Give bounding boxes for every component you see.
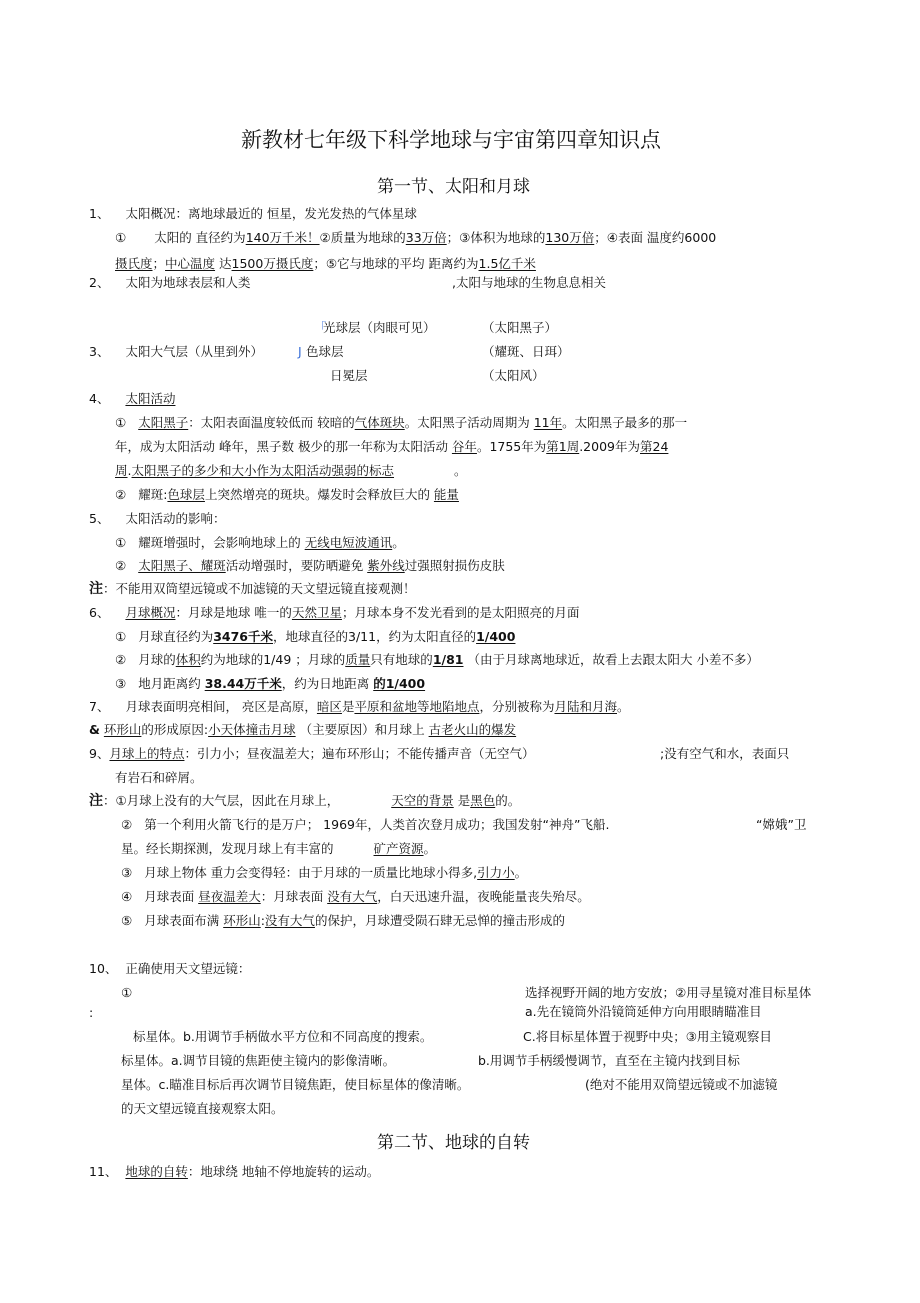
- circle-num: ②: [115, 652, 127, 667]
- item-10-line-3-tail: C.将目标星体置于视野中央；③用主镜观察目: [523, 1029, 772, 1044]
- key-term: 气体斑块: [354, 415, 405, 430]
- layer-chromosphere: 色球层: [306, 344, 344, 359]
- text: 年，成为太阳活动 峰年，黑子数 极少的那一年称为太阳活动: [115, 439, 452, 454]
- key-term: 地球的自转: [125, 1164, 188, 1179]
- circle-num: ①: [115, 535, 127, 550]
- circle-num: ③: [115, 676, 127, 691]
- key-term: 天然卫星: [291, 605, 342, 620]
- key-term: 质量: [345, 652, 371, 667]
- text: 太阳概况：离地球最近的 恒星，发光发热的气体星球: [125, 206, 417, 221]
- layer-corona: 日冕层: [330, 368, 368, 383]
- item-6-c: [115, 676, 425, 692]
- item-number: 9、: [89, 746, 110, 761]
- item-9-tail: ;没有空气和水，表面只: [660, 746, 790, 761]
- item-9: [89, 746, 534, 762]
- key-value: 3476千米: [213, 629, 274, 644]
- circle-num: ②: [121, 817, 133, 832]
- circle-num: ②: [115, 487, 127, 502]
- key-value: 的1/400: [373, 676, 426, 691]
- item-10: [89, 961, 250, 977]
- item-6-a: [115, 629, 515, 645]
- item-number: 4、: [89, 391, 110, 406]
- circle-num: ①: [115, 415, 127, 430]
- item-4: [89, 391, 175, 407]
- note-2-b-tail: “嫦娥”卫: [756, 817, 807, 832]
- key-term: 月球概况: [125, 605, 176, 620]
- key-term: 黑色: [470, 793, 496, 808]
- key-term: 平原和盆地等地陷地点: [354, 699, 480, 714]
- item-number: 2、: [89, 275, 110, 290]
- circle-num: ①: [115, 629, 127, 644]
- item-11: [89, 1164, 379, 1180]
- text: ：不能用双筒望远镜或不加滤镜的天文望远镜直接观测！: [103, 581, 416, 596]
- key-term: 11年: [533, 415, 563, 430]
- key-value: 中心温度: [165, 256, 216, 271]
- text: 月球表面: [144, 889, 199, 904]
- item-number: 1、: [89, 206, 110, 221]
- circle-num: ④: [121, 889, 133, 904]
- item-10-line-4-tail: b.用调节手柄缓慢调节，直至在主镜内找到目标: [478, 1053, 740, 1068]
- text: 耀斑:: [138, 487, 168, 502]
- key-term: 没有大气: [264, 913, 315, 928]
- text: 太阳为地球表层和人类: [125, 275, 251, 290]
- item-5-a: [115, 535, 405, 551]
- text: 是: [341, 699, 355, 714]
- item-5-b: [115, 558, 505, 574]
- text: .: [127, 463, 132, 478]
- text: 地月距离约: [138, 676, 205, 691]
- note-2-b: [121, 817, 609, 833]
- text: 耀斑增强时，会影响地球上的: [138, 535, 305, 550]
- text: 只有地球的: [370, 652, 433, 667]
- key-term: 太阳黑子: [138, 415, 189, 430]
- text: 月球表面明亮相间， 亮区是高原，: [125, 699, 317, 714]
- item-10-line-6: 的天文望远镜直接观察太阳。: [121, 1101, 284, 1116]
- text: 太阳活动: [125, 391, 176, 406]
- key-value: 38.44万千米: [204, 676, 282, 691]
- circle-num: ①: [115, 230, 127, 245]
- key-term: 天空的背景: [391, 793, 454, 808]
- circle-num: ②: [115, 558, 127, 573]
- text: ，分别被称为: [479, 699, 555, 714]
- key-term: 第1周: [546, 439, 580, 454]
- text: 是: [453, 793, 471, 808]
- text: 太阳的 直径约为: [154, 230, 246, 245]
- phenomenon-2: （耀斑、日珥）: [482, 344, 570, 359]
- item-1: [89, 206, 417, 222]
- text: （主要原因）和月球上: [295, 722, 429, 737]
- item-number: 11、: [89, 1164, 118, 1179]
- note-2-c: [121, 865, 527, 881]
- text: ：①月球上没有的大气层，因此在月球上，: [103, 793, 340, 808]
- text: 。: [392, 535, 405, 550]
- key-term: 第24: [640, 439, 669, 454]
- item-4-sunspots-2: [115, 439, 668, 455]
- text: ；: [152, 256, 166, 271]
- text: .2009年为: [579, 439, 640, 454]
- key-value: 摄氏度: [115, 256, 153, 271]
- item-number: 3、: [89, 344, 110, 359]
- item-10-step-a: a.先在镜筒外沿镜筒延伸方向用眼睛瞄准目: [525, 1004, 762, 1019]
- key-term: 矿产资源: [373, 841, 424, 856]
- item-2: [89, 275, 250, 291]
- item-10-line-5: 星体。c.瞄准目标后再次调节目镜焦距，使目标星体的像清晰。: [121, 1077, 470, 1092]
- text: 太阳活动的影响：: [125, 511, 226, 526]
- item-number: 6、: [89, 605, 110, 620]
- text: 月球表面布满: [144, 913, 224, 928]
- item-10-line-4: 标星体。a.调节目镜的焦距使主镜内的影像清晰。: [121, 1053, 396, 1068]
- text: 。: [454, 463, 467, 478]
- item-1-detail: [115, 230, 716, 246]
- key-term: 没有大气: [327, 889, 378, 904]
- text: 。1755年为: [476, 439, 547, 454]
- layer-photosphere: 光球层（肉眼可见）: [323, 320, 436, 335]
- key-value: 1500万摄氏度: [231, 256, 314, 271]
- text: 。: [617, 699, 630, 714]
- text: 月球上物体 重力会变得轻：由于月球的一质量比地球小得多,: [144, 865, 478, 880]
- text: 活动增强时，要防晒避免: [225, 558, 368, 573]
- text: 的。: [495, 793, 521, 808]
- note-2-e: [121, 913, 565, 929]
- key-value: 1.5亿千米: [478, 256, 536, 271]
- item-10-colon: :: [89, 1005, 94, 1020]
- text: ；⑤它与地球的平均 距离约为: [313, 256, 479, 271]
- key-term: 太阳黑子的多少和大小作为太阳活动强弱的标志: [131, 463, 395, 478]
- item-number: 10、: [89, 961, 118, 976]
- text: 月球的: [138, 652, 176, 667]
- text: 。: [423, 841, 437, 856]
- text: 的形成原因:: [141, 722, 209, 737]
- key-term: 紫外线: [367, 558, 405, 573]
- phenomenon-1: （太阳黑子）: [482, 320, 558, 335]
- item-10-circle: ①: [121, 985, 133, 1000]
- key-value: 1/400: [476, 629, 516, 644]
- text: ②质量为地球的: [319, 230, 406, 245]
- section-heading-2: 第二节、地球的自转: [377, 1133, 530, 1153]
- text: 上突然增亮的斑块。爆发时会释放巨大的: [204, 487, 434, 502]
- text: ，地球直径的3/11，约为太阳直径的: [273, 629, 477, 644]
- brace-top: 「: [314, 320, 327, 335]
- text: ，白天迅速升温，夜晚能量丧失殆尽。: [377, 889, 590, 904]
- circle-num: ⑤: [121, 913, 133, 928]
- note-label: 注: [89, 793, 103, 809]
- key-term: 无线电短波通讯: [304, 535, 393, 550]
- key-term: 暗区: [316, 699, 342, 714]
- text: ：引力小；昼夜温差大；遍布环形山；不能传播声音（无空气）: [184, 746, 535, 761]
- phenomenon-3: （太阳风）: [482, 368, 545, 383]
- key-term: 周: [115, 463, 128, 478]
- key-term: 体积: [175, 652, 201, 667]
- text: ：月球表面: [260, 889, 328, 904]
- key-value: 140万千米！: [245, 230, 320, 245]
- brace-middle: J: [298, 344, 302, 359]
- item-6: [89, 605, 579, 621]
- key-term: 环形山: [223, 913, 261, 928]
- item-10-line-3: 标星体。b.用调节手柄做水平方位和不同高度的搜索。: [133, 1029, 433, 1044]
- text: ：月球是地球 唯一的: [175, 605, 292, 620]
- key-term: 能量: [433, 487, 459, 502]
- item-10-line-5-tail: (绝对不能用双筒望远镜或不加滤镜: [585, 1077, 778, 1092]
- key-term: 月球上的特点: [109, 746, 185, 761]
- note-2: [89, 793, 520, 809]
- item-3: [89, 344, 263, 360]
- item-number: &: [89, 722, 100, 737]
- item-10-step-1: 选择视野开阔的地方安放；②用寻星镜对准目标星体: [525, 985, 812, 1000]
- text: 约为地球的1/49 ；月球的: [200, 652, 346, 667]
- text: ：太阳表面温度较低而 较暗的: [188, 415, 355, 430]
- text: ，约为日地距离: [281, 676, 374, 691]
- item-4-sunspots: [115, 415, 687, 431]
- note-1: [89, 581, 416, 597]
- item-8: [89, 722, 516, 738]
- key-value: 130万倍: [545, 230, 595, 245]
- key-term: 小天体撞击月球: [208, 722, 296, 737]
- key-term: 古老火山的爆发: [428, 722, 517, 737]
- item-2-tail: ,太阳与地球的生物息息相关: [452, 275, 606, 290]
- item-5: [89, 511, 225, 527]
- text: 月球直径约为: [138, 629, 214, 644]
- text: 正确使用天文望远镜：: [125, 961, 251, 976]
- text: ；月球本身不发光看到的是太阳照亮的月面: [341, 605, 580, 620]
- key-term: 月陆和月海: [554, 699, 617, 714]
- key-value: 1/81: [432, 652, 464, 667]
- text: 的保护，月球遭受陨石肆无忌惮的撞击形成的: [314, 913, 565, 928]
- item-4-flares: [115, 487, 459, 503]
- note-label: 注: [89, 581, 103, 597]
- note-2-b-cont: [121, 841, 436, 857]
- key-term: 昼夜温差大: [198, 889, 261, 904]
- section-heading-1: 第一节、太阳和月球: [377, 177, 530, 197]
- key-term: 环形山: [103, 722, 142, 737]
- text: ；④表面 温度约6000: [594, 230, 717, 245]
- key-term: 色球层: [167, 487, 205, 502]
- key-term: 太阳黑子、耀斑: [138, 558, 226, 573]
- text: 第一个利用火箭飞行的是万户； 1969年，人类首次登月成功；我国发射“神舟”飞船.: [144, 817, 610, 832]
- text: :: [260, 913, 265, 928]
- item-number: 5、: [89, 511, 110, 526]
- text: 太阳大气层（从里到外）: [125, 344, 263, 359]
- item-6-b: [115, 652, 759, 668]
- item-7: [89, 699, 630, 715]
- text: 星。经长期探测，发现月球上有丰富的: [121, 841, 334, 856]
- item-9-cont: 有岩石和碎屑。: [115, 770, 203, 785]
- item-1-detail-2: [115, 256, 536, 272]
- text: ：地球绕 地轴不停地旋转的运动。: [187, 1164, 380, 1179]
- item-4-sunspots-3: [115, 463, 467, 479]
- text: 。太阳黑子最多的那一: [562, 415, 688, 430]
- key-value: 33万倍: [405, 230, 447, 245]
- text: 。太阳黑子活动周期为: [404, 415, 534, 430]
- key-term: 谷年: [451, 439, 477, 454]
- circle-num: ③: [121, 865, 133, 880]
- page-title: 新教材七年级下科学地球与宇宙第四章知识点: [241, 128, 661, 152]
- key-term: 引力小: [477, 865, 515, 880]
- note-2-d: [121, 889, 590, 905]
- item-number: 7、: [89, 699, 110, 714]
- text: ；③体积为地球的: [446, 230, 546, 245]
- text: 达: [215, 256, 232, 271]
- text: 过强照射损伤皮肤: [404, 558, 505, 573]
- text: 。: [514, 865, 528, 880]
- text: （由于月球离地球近，故看上去跟太阳大 小差不多）: [463, 652, 759, 667]
